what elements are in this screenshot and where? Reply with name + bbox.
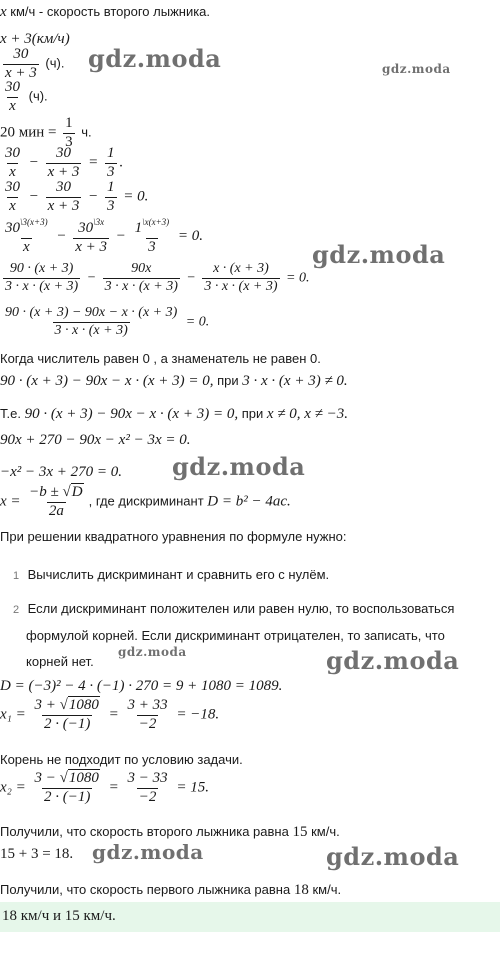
line-2: x + 3(км/ч) [0, 31, 70, 47]
line-11: Когда числитель равен 0 , а знаменатель не равен 0. [0, 351, 321, 366]
sum-line: 15 + 3 = 18. [0, 846, 74, 862]
watermark: gdz.moda [326, 842, 460, 871]
line-1: x км/ч - скорость второго лыжника. [0, 4, 211, 20]
watermark: gdz.moda [88, 44, 222, 73]
line-16: x = $\frac{-b \pm √D}{2a}$ , где дискриминант D = b² − 4ac. [0, 484, 291, 519]
fraction: $\frac{x \cdot (x + 3)}{3 \cdot x \cdot (x + 3)}$ [204, 261, 278, 294]
fraction: $\frac{3 + 33}{-2}$ [127, 697, 168, 732]
answer-box [0, 902, 500, 932]
line-5: 20 мин = $\frac{1}{3}$ ч. [0, 115, 92, 150]
fraction: $\frac{30}{x + 3}$ [5, 46, 37, 81]
x1-line: x₁ = $\frac{3 + √1080}{2 \cdot (-1)}$ = $\frac{3 + 33}{-2}$ = −18. [0, 697, 220, 732]
list-item: 1 Вычислить дискриминант и сравнить его с нулём. [12, 567, 330, 582]
line-3: $\frac{30}{x + 3}$ (ч). [5, 46, 65, 81]
list-item-continuation: формулой корней. Если дискриминант отрицателен, то записать, что [26, 628, 445, 643]
watermark: gdz.moda [92, 840, 204, 864]
discriminant-line: D = (−3)² − 4 · (−1) · 270 = 9 + 1080 = 1089. [0, 678, 283, 694]
line-17: При решении квадратного уравнения по формуле нужно: [0, 529, 347, 544]
line-7: $\frac{30}{x}$ − $\frac{30}{x + 3}$ − $\frac{1}{3}$ = 0. [5, 179, 149, 214]
fraction: $\frac{3 - √1080}{2 \cdot (-1)}$ [34, 770, 99, 805]
fraction: $\frac{90x}{3 \cdot x \cdot (x + 3)}$ [104, 261, 178, 294]
fraction: $\frac{1}{3}$ [65, 115, 73, 150]
fraction: $\frac{1}{3}$ [107, 179, 115, 214]
watermark: gdz.moda [382, 62, 451, 76]
line-15: −x² − 3x + 270 = 0. [0, 464, 123, 480]
fraction: $\frac{3 - 33}{-2}$ [127, 770, 168, 805]
line-13: Т.е. 90 · (x + 3) − 90x − x · (x + 3) = 0, при x ≠ 0, x ≠ −3. [0, 406, 349, 422]
x1-note: Корень не подходит по условию задачи. [0, 752, 243, 767]
fraction: $\frac{30}{x}$ [5, 79, 20, 114]
watermark: gdz.moda [326, 646, 460, 675]
x2-line: x₂ = $\frac{3 - √1080}{2 \cdot (-1)}$ = $\frac{3 - 33}{-2}$ = 15. [0, 770, 209, 805]
fraction: $\frac{30}{x + 3}$ [47, 145, 80, 180]
line-6: $\frac{30}{x}$ − $\frac{30}{x + 3}$ = $\frac{1}{3}$ . [5, 145, 124, 180]
fraction: $\frac{30}{x}$ [5, 179, 20, 214]
line-10: $\frac{90 \cdot (x + 3) - 90x - x \cdot (x + 3)}{3 \cdot x \cdot (x + 3)}$ = 0. [5, 305, 210, 338]
fraction: $\frac{30}{x}$ [5, 145, 20, 180]
line-4: $\frac{30}{x}$ (ч). [5, 79, 48, 114]
answer-text: 18 км/ч и 15 км/ч. [2, 908, 116, 924]
line-8: $\frac{30^{\backslash 3(x+3)}}{x}$ − $\frac{30^{\backslash 3x}}{x + 3}$ − $\frac{1^{\backslash x(x+3)}}{3}$ = 0. [5, 217, 204, 255]
list-item-continuation: корней нет. [26, 654, 94, 669]
watermark: gdz.moda [312, 240, 446, 269]
fraction: $\frac{1}{3}$ [107, 145, 115, 180]
list-item: 2 Если дискриминант положителен или равен нулю, то воспользоваться [12, 601, 455, 616]
watermark: gdz.moda [172, 452, 306, 481]
fraction: $\frac{1^{\backslash x(x+3)}}{3}$ [134, 217, 170, 255]
fraction: $\frac{-b \pm √D}{2a}$ [29, 484, 83, 519]
line-9: $\frac{90 \cdot (x + 3)}{3 \cdot x \cdot (x + 3)}$ − $\frac{90x}{3 \cdot x \cdot (x + 3)}$ − $\frac{x \cdot (x + 3)}{3 \cdot x \cdot (x + 3)}$ = 0. [5, 261, 310, 294]
fraction: $\frac{90 \cdot (x + 3)}{3 \cdot x \cdot (x + 3)}$ [5, 261, 79, 294]
fraction: $\frac{30}{x + 3}$ [47, 179, 80, 214]
fraction: $\frac{30^{\backslash 3(x+3)}}{x}$ [5, 217, 48, 255]
watermark: gdz.moda [118, 645, 187, 659]
fraction: $\frac{90 \cdot (x + 3) - 90x - x \cdot (x + 3)}{3 \cdot x \cdot (x + 3)}$ [5, 305, 178, 338]
line-14: 90x + 270 − 90x − x² − 3x = 0. [0, 432, 191, 448]
fraction: $\frac{30^{\backslash 3x}}{x + 3}$ [75, 217, 107, 255]
result-first: Получили, что скорость первого лыжника равна 18 км/ч. [0, 882, 342, 898]
line-12: 90 · (x + 3) − 90x − x · (x + 3) = 0, при 3 · x · (x + 3) ≠ 0. [0, 373, 348, 389]
fraction: $\frac{3 + √1080}{2 \cdot (-1)}$ [34, 697, 99, 732]
result-second: Получили, что скорость второго лыжника равна 15 км/ч. [0, 824, 340, 840]
